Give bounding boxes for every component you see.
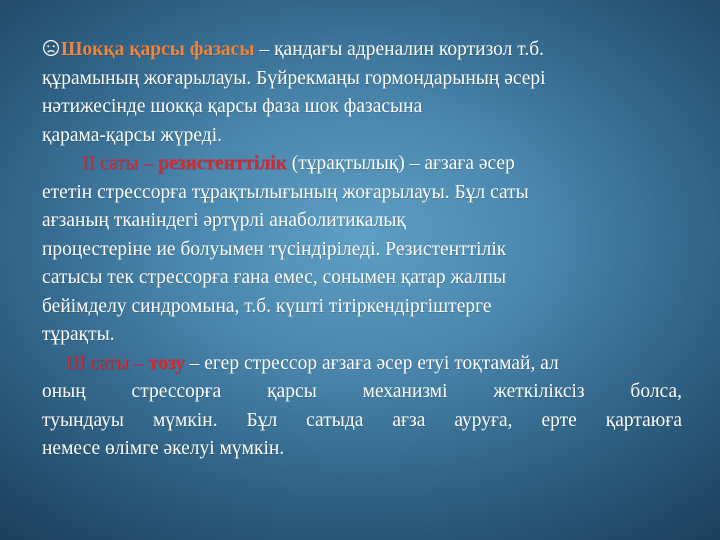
text-line: тұрақты. [42,324,115,345]
text-line: оның стрессорға қарсы механизмі жеткіліксіз болса, [42,381,682,402]
text-line [42,150,682,179]
text-segment: – қандағы адреналин кортизол т.б. [254,39,544,60]
paragraph-exhaustion-stage [42,350,682,464]
text-segment: (тұрақтылық) – ағзаға әсер [286,153,515,174]
term-resistance: резистенттілік [158,153,287,174]
text-line [42,350,682,379]
stage-label: ІІІ саты – [66,352,144,374]
slide-body [42,36,682,464]
term-exhaustion: тозу [148,352,185,374]
text-line: қарама-қарсы жүреді. [42,124,222,146]
text-line: ағзаның тканіндегі әртүрлі анаболитикалық [42,210,406,231]
text-line: құрамының жоғарылауы. Бүйрекмаңы гормондарының әсері [42,67,546,89]
term-shock-phase: Шокқа қарсы фазасы [61,39,255,60]
text-line: сатысы тек стрессорға ғана емес, сонымен қатар жалпы [42,267,507,288]
text-line: процестеріне ие болуымен түсіндіріледі. Резистенттілік [42,238,507,260]
text-line: ететін стрессорға тұрақтылығының жоғарылауы. Бұл саты [42,181,529,203]
text-line: немесе өлімге әкелуі мүмкін. [42,438,285,459]
text-line: бейімделу синдромына, т.б. күшті тітіркендіргіштерге [42,295,492,317]
paragraph-shock-phase [42,36,682,150]
text-line: нәтижесінде шокқа қарсы фаза шок фазасына [42,96,423,117]
text-line [42,36,682,65]
text-line: туындауы мүмкін. Бұл сатыда ағза ауруға, ерте қартаюға [42,409,682,431]
frowning-face-icon [42,39,60,57]
text-segment: – егер стрессор ағзаға әсер етуі тоқтамай, ал [184,352,559,374]
paragraph-resistance-stage [42,150,682,350]
stage-label: ІІ саты – [82,153,154,174]
